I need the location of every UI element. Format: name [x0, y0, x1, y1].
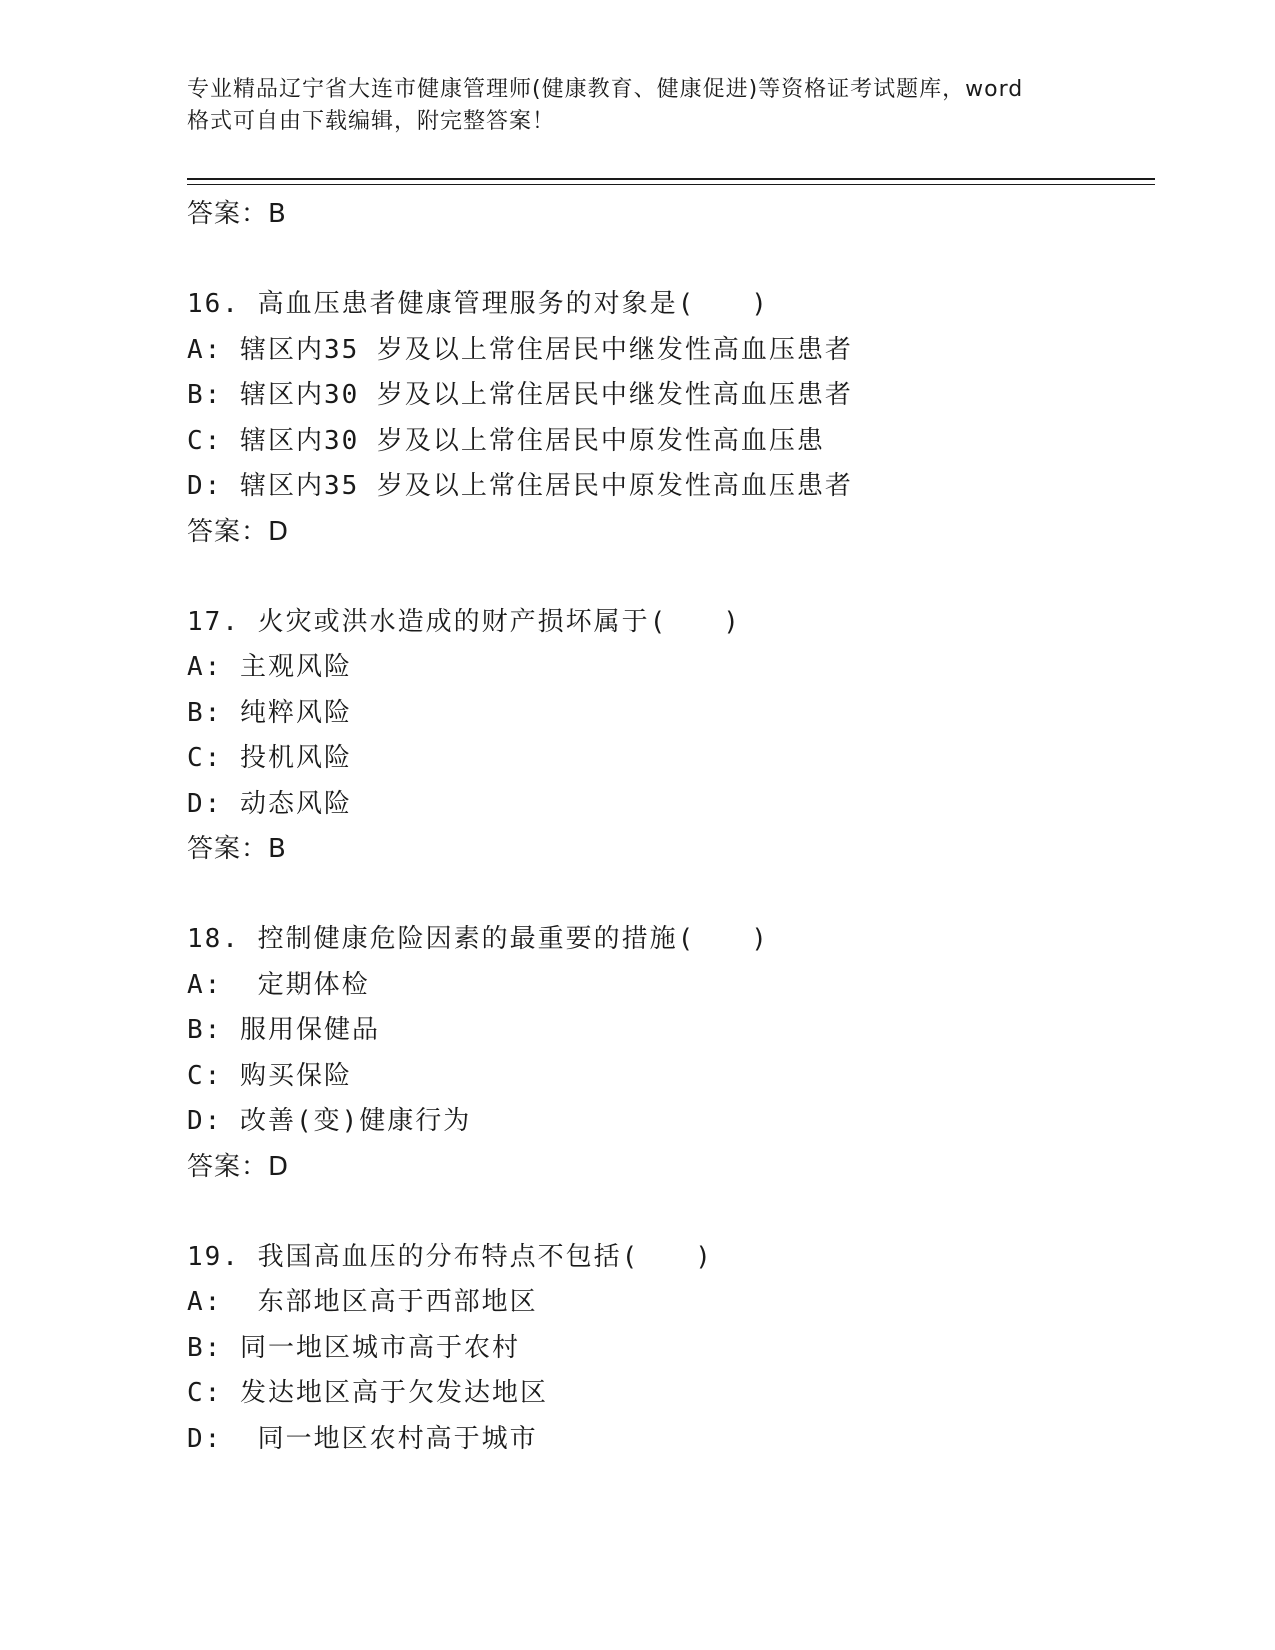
option-a: A: 定期体检	[187, 969, 370, 1000]
option-c: C: 投机风险	[187, 743, 352, 773]
header-line-1: 专业精品辽宁省大连市健康管理师(健康教育、健康促进)等资格证考试题库，word	[187, 77, 1024, 102]
page-header	[187, 74, 1087, 138]
option-c: C: 发达地区高于欠发达地区	[187, 1378, 548, 1408]
option-c: C: 购买保险	[187, 1060, 352, 1091]
answer-line: 答案：D	[187, 1151, 290, 1182]
option-b: B: 辖区内30 岁及以上常住居民中继发性高血压患者	[187, 380, 853, 410]
question-title: 19. 我国高血压的分布特点不包括( )	[187, 1241, 713, 1272]
header-divider-thick	[187, 178, 1155, 180]
answer-line: 答案：B	[187, 834, 287, 864]
option-d: D: 动态风险	[187, 788, 352, 819]
question-17	[187, 600, 1155, 872]
option-c: C: 辖区内30 岁及以上常住居民中原发性高血压患	[187, 425, 825, 456]
answer-line: 答案：D	[187, 516, 290, 547]
option-a: A: 主观风险	[187, 652, 352, 682]
question-list	[187, 192, 1155, 1462]
option-d: D: 辖区内35 岁及以上常住居民中原发性高血压患者	[187, 471, 853, 501]
header-line-2: 格式可自由下载编辑，附完整答案！	[187, 109, 556, 134]
question-19	[187, 1235, 1155, 1463]
option-b: B: 同一地区城市高于农村	[187, 1332, 520, 1363]
question-16	[187, 282, 1155, 554]
question-title: 18. 控制健康危险因素的最重要的措施( )	[187, 924, 769, 954]
option-a: A: 辖区内35 岁及以上常住居民中继发性高血压患者	[187, 334, 853, 365]
option-d: D: 同一地区农村高于城市	[187, 1423, 538, 1454]
header-divider-thin	[187, 184, 1155, 185]
answer-line: 答案：B	[187, 199, 287, 229]
option-b: B: 服用保健品	[187, 1015, 380, 1045]
option-a: A: 东部地区高于西部地区	[187, 1287, 538, 1317]
option-d: D: 改善(变)健康行为	[187, 1106, 472, 1136]
question-title: 17. 火灾或洪水造成的财产损坏属于( )	[187, 606, 741, 637]
option-b: B: 纯粹风险	[187, 697, 352, 728]
question-18	[187, 917, 1155, 1189]
question-title: 16. 高血压患者健康管理服务的对象是( )	[187, 289, 769, 319]
